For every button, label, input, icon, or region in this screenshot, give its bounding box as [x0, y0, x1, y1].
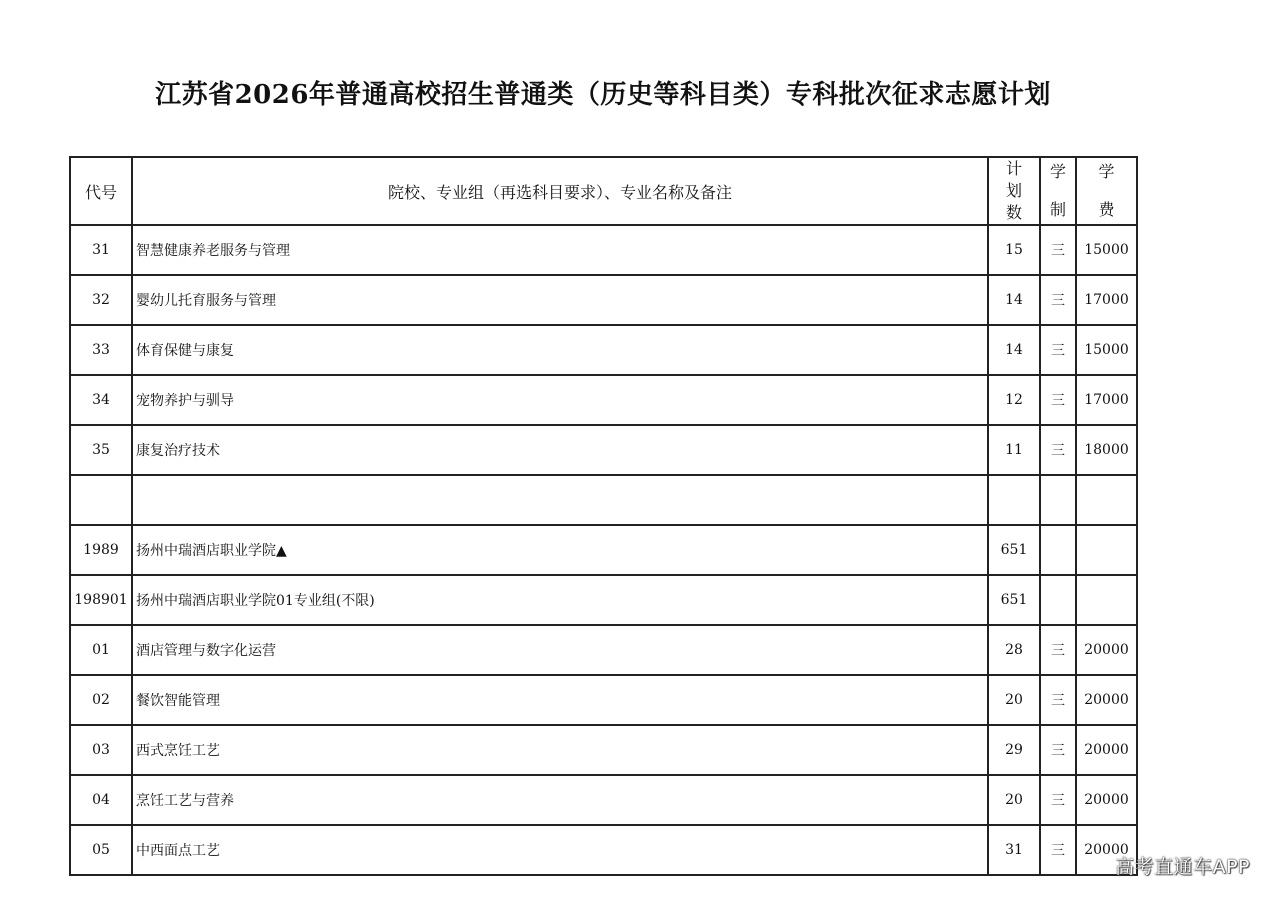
header-plan-count: [988, 157, 1040, 225]
cell-code: 31: [70, 225, 132, 275]
cell-name: 酒店管理与数字化运营: [132, 625, 988, 675]
document-title: 江苏省2026年普通高校招生普通类（历史等科目类）专科批次征求志愿计划: [155, 80, 1051, 110]
header-years-char: 学: [1049, 162, 1066, 181]
cell-plan: 14: [988, 275, 1040, 325]
cell-name: 智慧健康养老服务与管理: [132, 225, 988, 275]
cell-fee: 20000: [1076, 825, 1137, 875]
header-fee: [1076, 157, 1137, 225]
cell-fee: [1076, 475, 1137, 525]
cell-name: 康复治疗技术: [132, 425, 988, 475]
header-fee-char: 学: [1098, 162, 1115, 181]
cell-code: 34: [70, 375, 132, 425]
cell-name: 烹饪工艺与营养: [132, 775, 988, 825]
cell-years: 三: [1040, 325, 1076, 375]
cell-code: 35: [70, 425, 132, 475]
table-row: [70, 675, 1137, 725]
cell-code: 1989: [70, 525, 132, 575]
cell-code: 33: [70, 325, 132, 375]
cell-fee: 20000: [1076, 725, 1137, 775]
table-row-major-group: [70, 575, 1137, 625]
cell-name: 体育保健与康复: [132, 325, 988, 375]
cell-years: 三: [1040, 775, 1076, 825]
header-name: 院校、专业组（再选科目要求）、专业名称及备注: [132, 157, 988, 225]
table-row: [70, 825, 1137, 875]
cell-plan: [988, 475, 1040, 525]
cell-code: [70, 475, 132, 525]
cell-years: [1040, 575, 1076, 625]
cell-years: 三: [1040, 625, 1076, 675]
cell-plan: 12: [988, 375, 1040, 425]
table-row: [70, 275, 1137, 325]
cell-fee: [1076, 525, 1137, 575]
cell-years: 三: [1040, 675, 1076, 725]
table-row: [70, 775, 1137, 825]
cell-years: 三: [1040, 725, 1076, 775]
cell-years: 三: [1040, 825, 1076, 875]
cell-name: 餐饮智能管理: [132, 675, 988, 725]
cell-years: 三: [1040, 225, 1076, 275]
header-plan-char: 计: [1005, 159, 1022, 178]
cell-fee: 17000: [1076, 375, 1137, 425]
table-row-institution: [70, 525, 1137, 575]
table-row: [70, 625, 1137, 675]
cell-code: 01: [70, 625, 132, 675]
cell-fee: 15000: [1076, 225, 1137, 275]
cell-plan: 651: [988, 575, 1040, 625]
header-plan-char: 划: [1005, 181, 1022, 200]
table-row: [70, 375, 1137, 425]
cell-plan: 15: [988, 225, 1040, 275]
cell-plan: 651: [988, 525, 1040, 575]
watermark: 高考直通车APP: [1115, 856, 1250, 878]
cell-fee: 15000: [1076, 325, 1137, 375]
cell-fee: 20000: [1076, 625, 1137, 675]
cell-code: 03: [70, 725, 132, 775]
cell-years: [1040, 475, 1076, 525]
table-header-row: [70, 157, 1137, 225]
cell-name: 宠物养护与驯导: [132, 375, 988, 425]
header-years: [1040, 157, 1076, 225]
cell-plan: 11: [988, 425, 1040, 475]
header-fee-char: 费: [1098, 200, 1115, 219]
cell-fee: 20000: [1076, 675, 1137, 725]
cell-fee: 20000: [1076, 775, 1137, 825]
cell-plan: 28: [988, 625, 1040, 675]
cell-code: 02: [70, 675, 132, 725]
cell-years: 三: [1040, 425, 1076, 475]
cell-fee: 17000: [1076, 275, 1137, 325]
cell-code: 04: [70, 775, 132, 825]
cell-years: [1040, 525, 1076, 575]
header-code: 代号: [70, 157, 132, 225]
table-row-blank: [70, 475, 1137, 525]
cell-name: [132, 475, 988, 525]
cell-name: 婴幼儿托育服务与管理: [132, 275, 988, 325]
table-row: [70, 725, 1137, 775]
table-row: [70, 225, 1137, 275]
cell-plan: 20: [988, 775, 1040, 825]
cell-fee: 18000: [1076, 425, 1137, 475]
cell-plan: 20: [988, 675, 1040, 725]
header-plan-char: 数: [1005, 203, 1022, 222]
table-row: [70, 425, 1137, 475]
cell-plan: 31: [988, 825, 1040, 875]
cell-plan: 29: [988, 725, 1040, 775]
cell-code: 198901: [70, 575, 132, 625]
cell-code: 32: [70, 275, 132, 325]
cell-name: 扬州中瑞酒店职业学院▲: [132, 525, 988, 575]
cell-plan: 14: [988, 325, 1040, 375]
cell-name: 中西面点工艺: [132, 825, 988, 875]
cell-name: 西式烹饪工艺: [132, 725, 988, 775]
cell-years: 三: [1040, 275, 1076, 325]
cell-name: 扬州中瑞酒店职业学院01专业组(不限): [132, 575, 988, 625]
cell-fee: [1076, 575, 1137, 625]
header-years-char: 制: [1049, 200, 1066, 219]
cell-years: 三: [1040, 375, 1076, 425]
cell-code: 05: [70, 825, 132, 875]
enrollment-plan-table: [69, 156, 1138, 876]
table-row: [70, 325, 1137, 375]
